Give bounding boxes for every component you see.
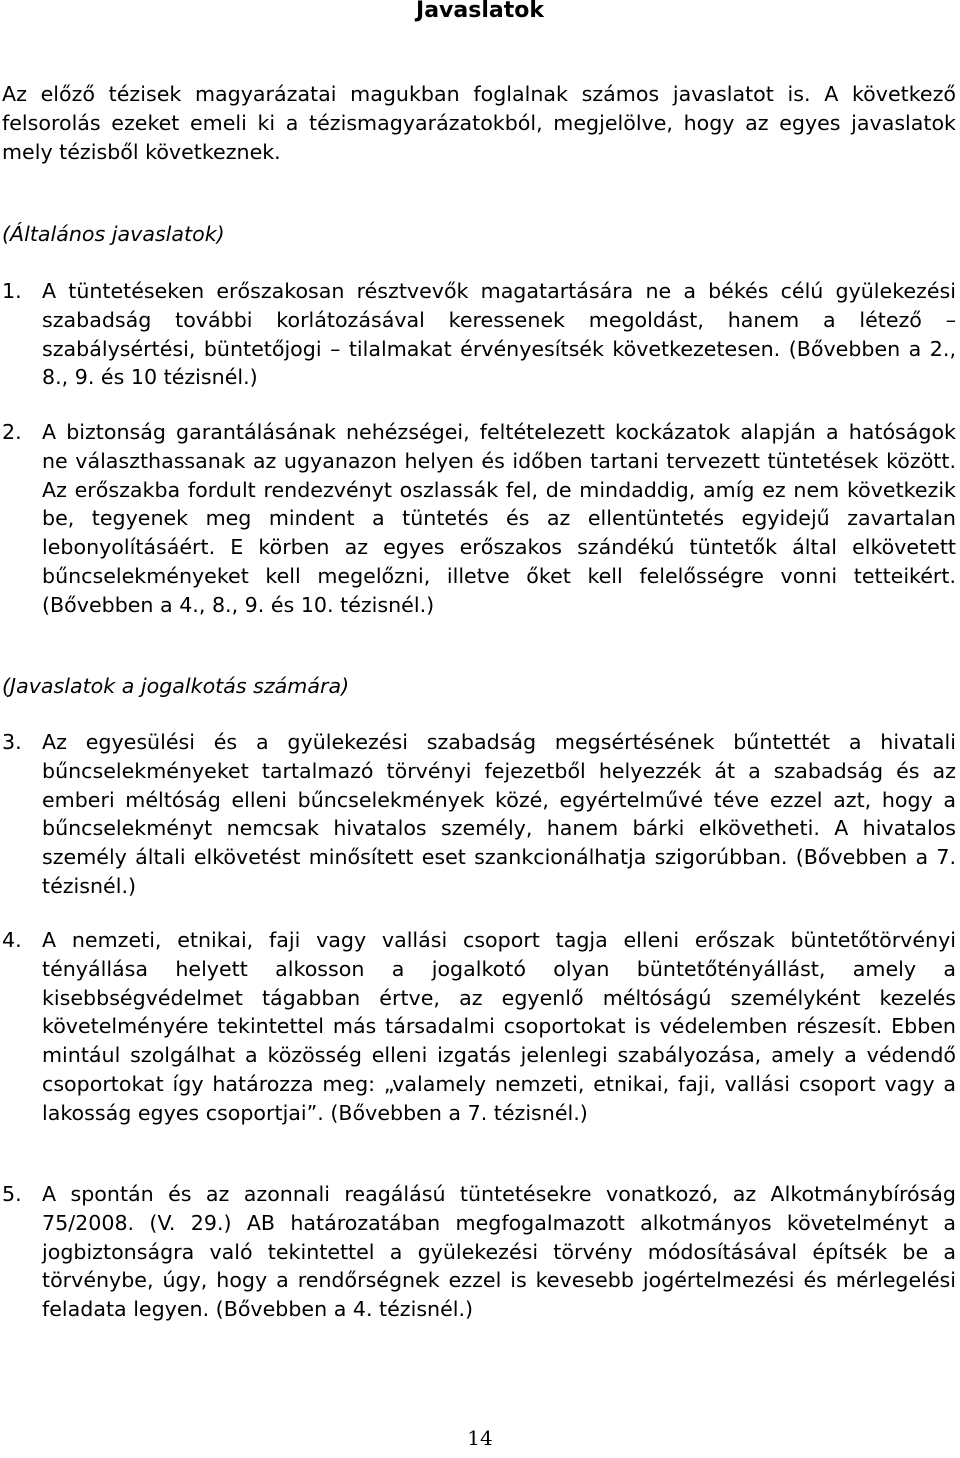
list-item-number: 3. [2, 730, 22, 754]
list-item-number: 5. [2, 1182, 22, 1206]
page-title: Javaslatok [416, 0, 544, 23]
list-item [2, 728, 956, 901]
list-item [2, 926, 956, 1128]
list-item [2, 418, 956, 620]
list-item-text: A biztonság garantálásának nehézségei, feltételezett kockázatok alapján a hatóságok ne választhassanak az ugyanazon helyen és időben tartani tervezett tüntetések között. Az erőszakba fordult rendezvényt oszlassák fel, de mindaddig, amíg ez nem következik be, tegyenek meg mindent a tüntetés és az ellentüntetés egyidejű zavartalan lebonyolításáért. E körben az egyes erőszakos szándékú tüntetők által elkövetett bűncselekményeket kell megelőzni, illetve őket kell felelősségre vonni tetteikért. (Bővebben a 4., 8., 9. és 10. tézisnél.) [42, 420, 956, 617]
section-heading-general: (Általános javaslatok) [2, 222, 225, 246]
intro-paragraph: Az előző tézisek magyarázatai magukban foglalnak számos javaslatot is. A következő felsorolás ezeket emeli ki a tézismagyarázatokból, megjelölve, hogy az egyes javaslatok mely tézisből következnek. [2, 82, 956, 164]
list-item-number: 1. [2, 279, 22, 303]
section-heading-legislation: (Javaslatok a jogalkotás számára) [2, 674, 350, 698]
list-item [2, 1180, 956, 1324]
list-item-text: A spontán és az azonnali reagálású tüntetésekre vonatkozó, az Alkotmánybíróság 75/2008. (V. 29.) AB határozatában megfogalmazott alkotmányos követelményt a jogbiztonságra való tekintettel a gyülekezési törvény módosításával építsék be a törvénybe, úgy, hogy a rendőrségnek ezzel is kevesebb jogértelmezési és mérlegelési feladata legyen. (Bővebben a 4. tézisnél.) [42, 1182, 956, 1322]
page-number: 14 [467, 1426, 493, 1450]
list-item-text: Az egyesülési és a gyülekezési szabadság megsértésének bűntettét a hivatali bűncselekményeket tartalmazó törvényi fejezetből helyezzék át a szabadság és az emberi méltóság elleni bűncselekmények közé, egyértelművé téve ezzel azt, hogy a bűncselekményt nemcsak hivatalos személy, hanem bárki elkövetheti. A hivatalos személy általi elkövetést minősített eset szankcionálhatja szigorúbban. (Bővebben a 7. tézisnél.) [42, 730, 956, 898]
list-item-text: A tüntetéseken erőszakosan résztvevők magatartására ne a békés célú gyülekezési szabadság további korlátozásával keressenek megoldást, hanem a létező – szabálysértési, büntetőjogi – tilalmakat érvényesítsék következetesen. (Bővebben a 2., 8., 9. és 10 tézisnél.) [42, 279, 956, 390]
list-item-text: A nemzeti, etnikai, faji vagy vallási csoport tagja elleni erőszak büntetőtörvényi tényállása helyett alkosson a jogalkotó olyan büntetőtényállást, amely a kisebbségvédelmet tágabban értve, az egyenlő méltóságú személyként kezelés követelményére tekintettel más társadalmi csoportokat is védelemben részesít. Ebben mintául szolgálhat a közösség elleni izgatás jelenlegi szabályozása, amely a védendő csoportokat így határozza meg: „valamely nemzeti, etnikai, faji, vallási csoport vagy a lakosság egyes csoportjai”. (Bővebben a 7. tézisnél.) [42, 928, 956, 1125]
list-item [2, 277, 956, 392]
list-item-number: 2. [2, 420, 22, 444]
list-item-number: 4. [2, 928, 22, 952]
